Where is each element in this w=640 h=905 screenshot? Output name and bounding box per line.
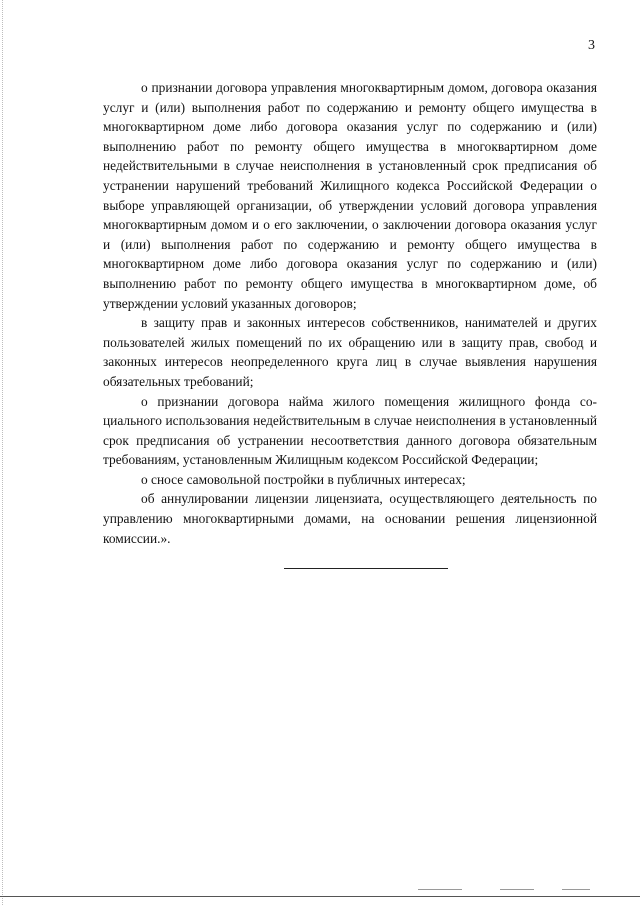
scan-artifact-dash	[500, 889, 534, 890]
scan-artifact-dash	[562, 889, 590, 890]
scan-bottom-line	[0, 896, 640, 897]
paragraph-protection-of-rights: в защиту прав и законных интересов собственников, нанимателей и других пользователей жилых помещений по их обращению или в защиту прав, свобод и законных интересов неопределенного круга лиц в случае выявления нарушения обязательных требований;	[103, 315, 597, 389]
paragraph-invalidation-management-contract: о признании договора управления многоквартирным домом, договора оказания услуг и (или) выполнения работ по содержанию и ремонту общего имущества в многоквартирном доме либо договора оказания услуг по содержанию и (или) выполнению работ по ремонту общего имущества в многоквартирном доме недействительными в случае неисполнения в установленный срок предписания об устранении нарушений требований Жилищного кодекса Российской Федерации о выборе управляющей организации, об утверждении условий договора управления многоквартирным домом и о его заключении, о заключении договора оказания услуг и (или) выполнения работ по содержанию и ремонту общего имущества в многоквартирном доме либо договора оказания услуг по содержанию и (или) выполнению работ по ремонту общего имущества в многоквартирном доме, об утверждении условий указанных договоров;	[103, 80, 597, 311]
paragraph-demolition: о сносе самовольной постройки в публичных интересах;	[141, 471, 466, 487]
document-body	[103, 78, 597, 548]
scan-artifact-dash	[418, 889, 462, 890]
scan-left-margin-line	[2, 0, 3, 905]
paragraph-social-housing-lease: о признании договора найма жилого помещения жилищного фонда социального использования недействительным в случае неисполнения в установленный срок предписания об устранении несоответствия данного договора обязательным требованиям, установленным Жилищным кодексом Российской Федерации;	[103, 393, 597, 468]
end-separator-line	[284, 568, 448, 569]
paragraph-license-annulment: об аннулировании лицензии лицензиата, осуществляющего деятельность по управлению многоквартирными домами, на основании решения лицензионной комиссии.».	[103, 491, 597, 546]
page-number: 3	[588, 38, 595, 53]
